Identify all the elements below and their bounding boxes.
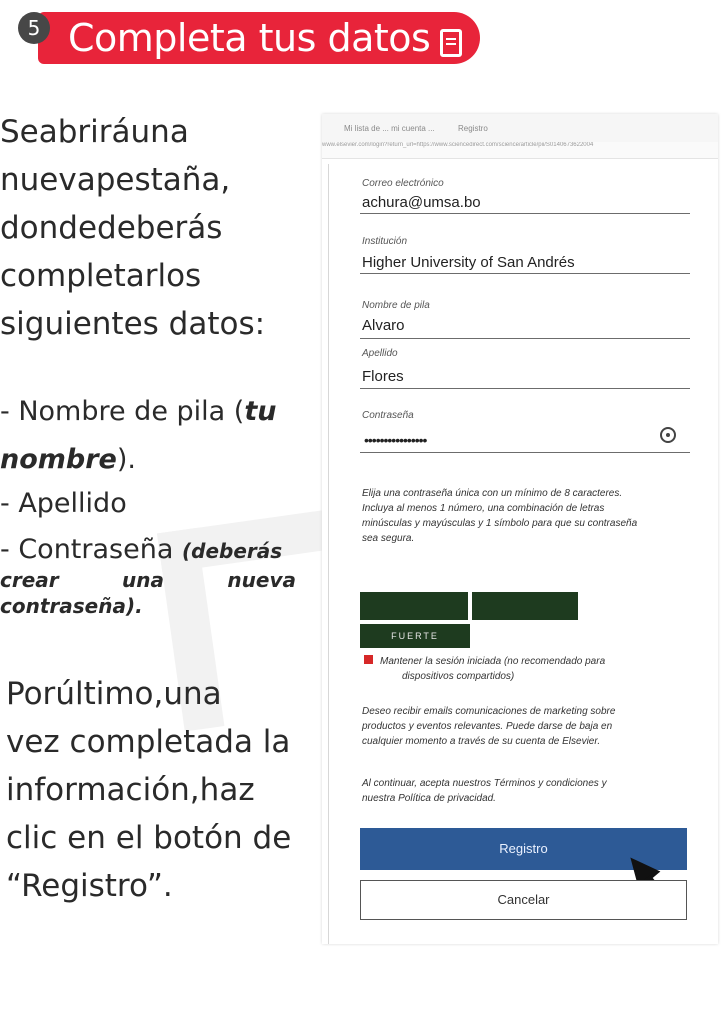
last-name-field[interactable]: Flores bbox=[362, 368, 404, 385]
password-underline bbox=[360, 452, 690, 453]
list-item-contrasena-line2: crear una nueva bbox=[0, 568, 296, 592]
last-name-underline bbox=[360, 388, 690, 389]
password-hint: Elija una contraseña única con un mínimo de 8 caracteres. Incluya al menos 1 número, una combinación de letras minúsculas y mayúsculas y 1 símbolo para que su contraseña sea segura. bbox=[362, 488, 638, 544]
browser-url-bar[interactable]: www.elsevier.com/login?return_url=https://www.sciencedirect.com/science/article/pii/S0140673622004 bbox=[322, 142, 718, 159]
terms-text: Al continuar, acepta nuestros Términos y condiciones y nuestra Política de privacidad. bbox=[362, 778, 607, 804]
email-label: Correo electrónico bbox=[362, 178, 444, 189]
register-button[interactable]: Registro bbox=[360, 828, 687, 870]
first-name-label: Nombre de pila bbox=[362, 300, 430, 311]
remember-me-label: Mantener la sesión iniciada (no recomendado para dispositivos compartidos) bbox=[380, 656, 606, 682]
final-instructions: Porúltimo,una vez completada la información,haz clic en el botón de “Registro”. bbox=[6, 676, 292, 904]
list-item-contrasena: - Contraseña (deberás bbox=[0, 534, 283, 565]
registration-screenshot bbox=[322, 114, 718, 944]
list-item-nombre: - Nombre de pila (tu bbox=[0, 396, 277, 427]
step-number-badge: 5 bbox=[18, 12, 50, 44]
institution-field[interactable]: Higher University of San Andrés bbox=[362, 254, 575, 271]
password-label: Contraseña bbox=[362, 410, 414, 421]
page-title: Completa tus datos bbox=[68, 16, 431, 60]
browser-tab-bar bbox=[322, 114, 718, 142]
list-item-nombre-cont: nombre). bbox=[0, 444, 136, 475]
document-icon bbox=[440, 29, 462, 57]
institution-underline bbox=[360, 273, 690, 274]
list-item-apellido: - Apellido bbox=[0, 488, 127, 519]
first-name-field[interactable]: Alvaro bbox=[362, 317, 405, 334]
intro-instructions: Seabriráuna nuevapestaña, dondedeberás completarlos siguientes datos: bbox=[0, 114, 266, 342]
page-border bbox=[328, 164, 329, 944]
password-field[interactable]: •••••••••••••••• bbox=[364, 432, 427, 448]
eye-icon[interactable] bbox=[660, 427, 676, 443]
marketing-consent-text: Deseo recibir emails comunicaciones de marketing sobre productos y eventos relevantes. Puede darse de baja en cualquier momento a través de su cuenta de Elsevier. bbox=[362, 706, 616, 747]
last-name-label: Apellido bbox=[362, 348, 398, 359]
list-item-contrasena-line3: contraseña). bbox=[0, 594, 143, 618]
institution-label: Institución bbox=[362, 236, 408, 247]
cancel-button[interactable]: Cancelar bbox=[360, 880, 687, 920]
password-strength-badge: FUERTE bbox=[360, 624, 470, 648]
captcha-block-right bbox=[472, 592, 578, 620]
email-underline bbox=[360, 213, 690, 214]
email-field[interactable]: achura@umsa.bo bbox=[362, 194, 481, 211]
browser-tab-previous[interactable]: Mi lista de ... mi cuenta ... bbox=[344, 124, 435, 133]
first-name-underline bbox=[360, 338, 690, 339]
remember-me-checkbox[interactable] bbox=[364, 655, 373, 664]
browser-tab-registro[interactable]: Registro bbox=[458, 124, 488, 133]
captcha-block-left bbox=[360, 592, 468, 620]
